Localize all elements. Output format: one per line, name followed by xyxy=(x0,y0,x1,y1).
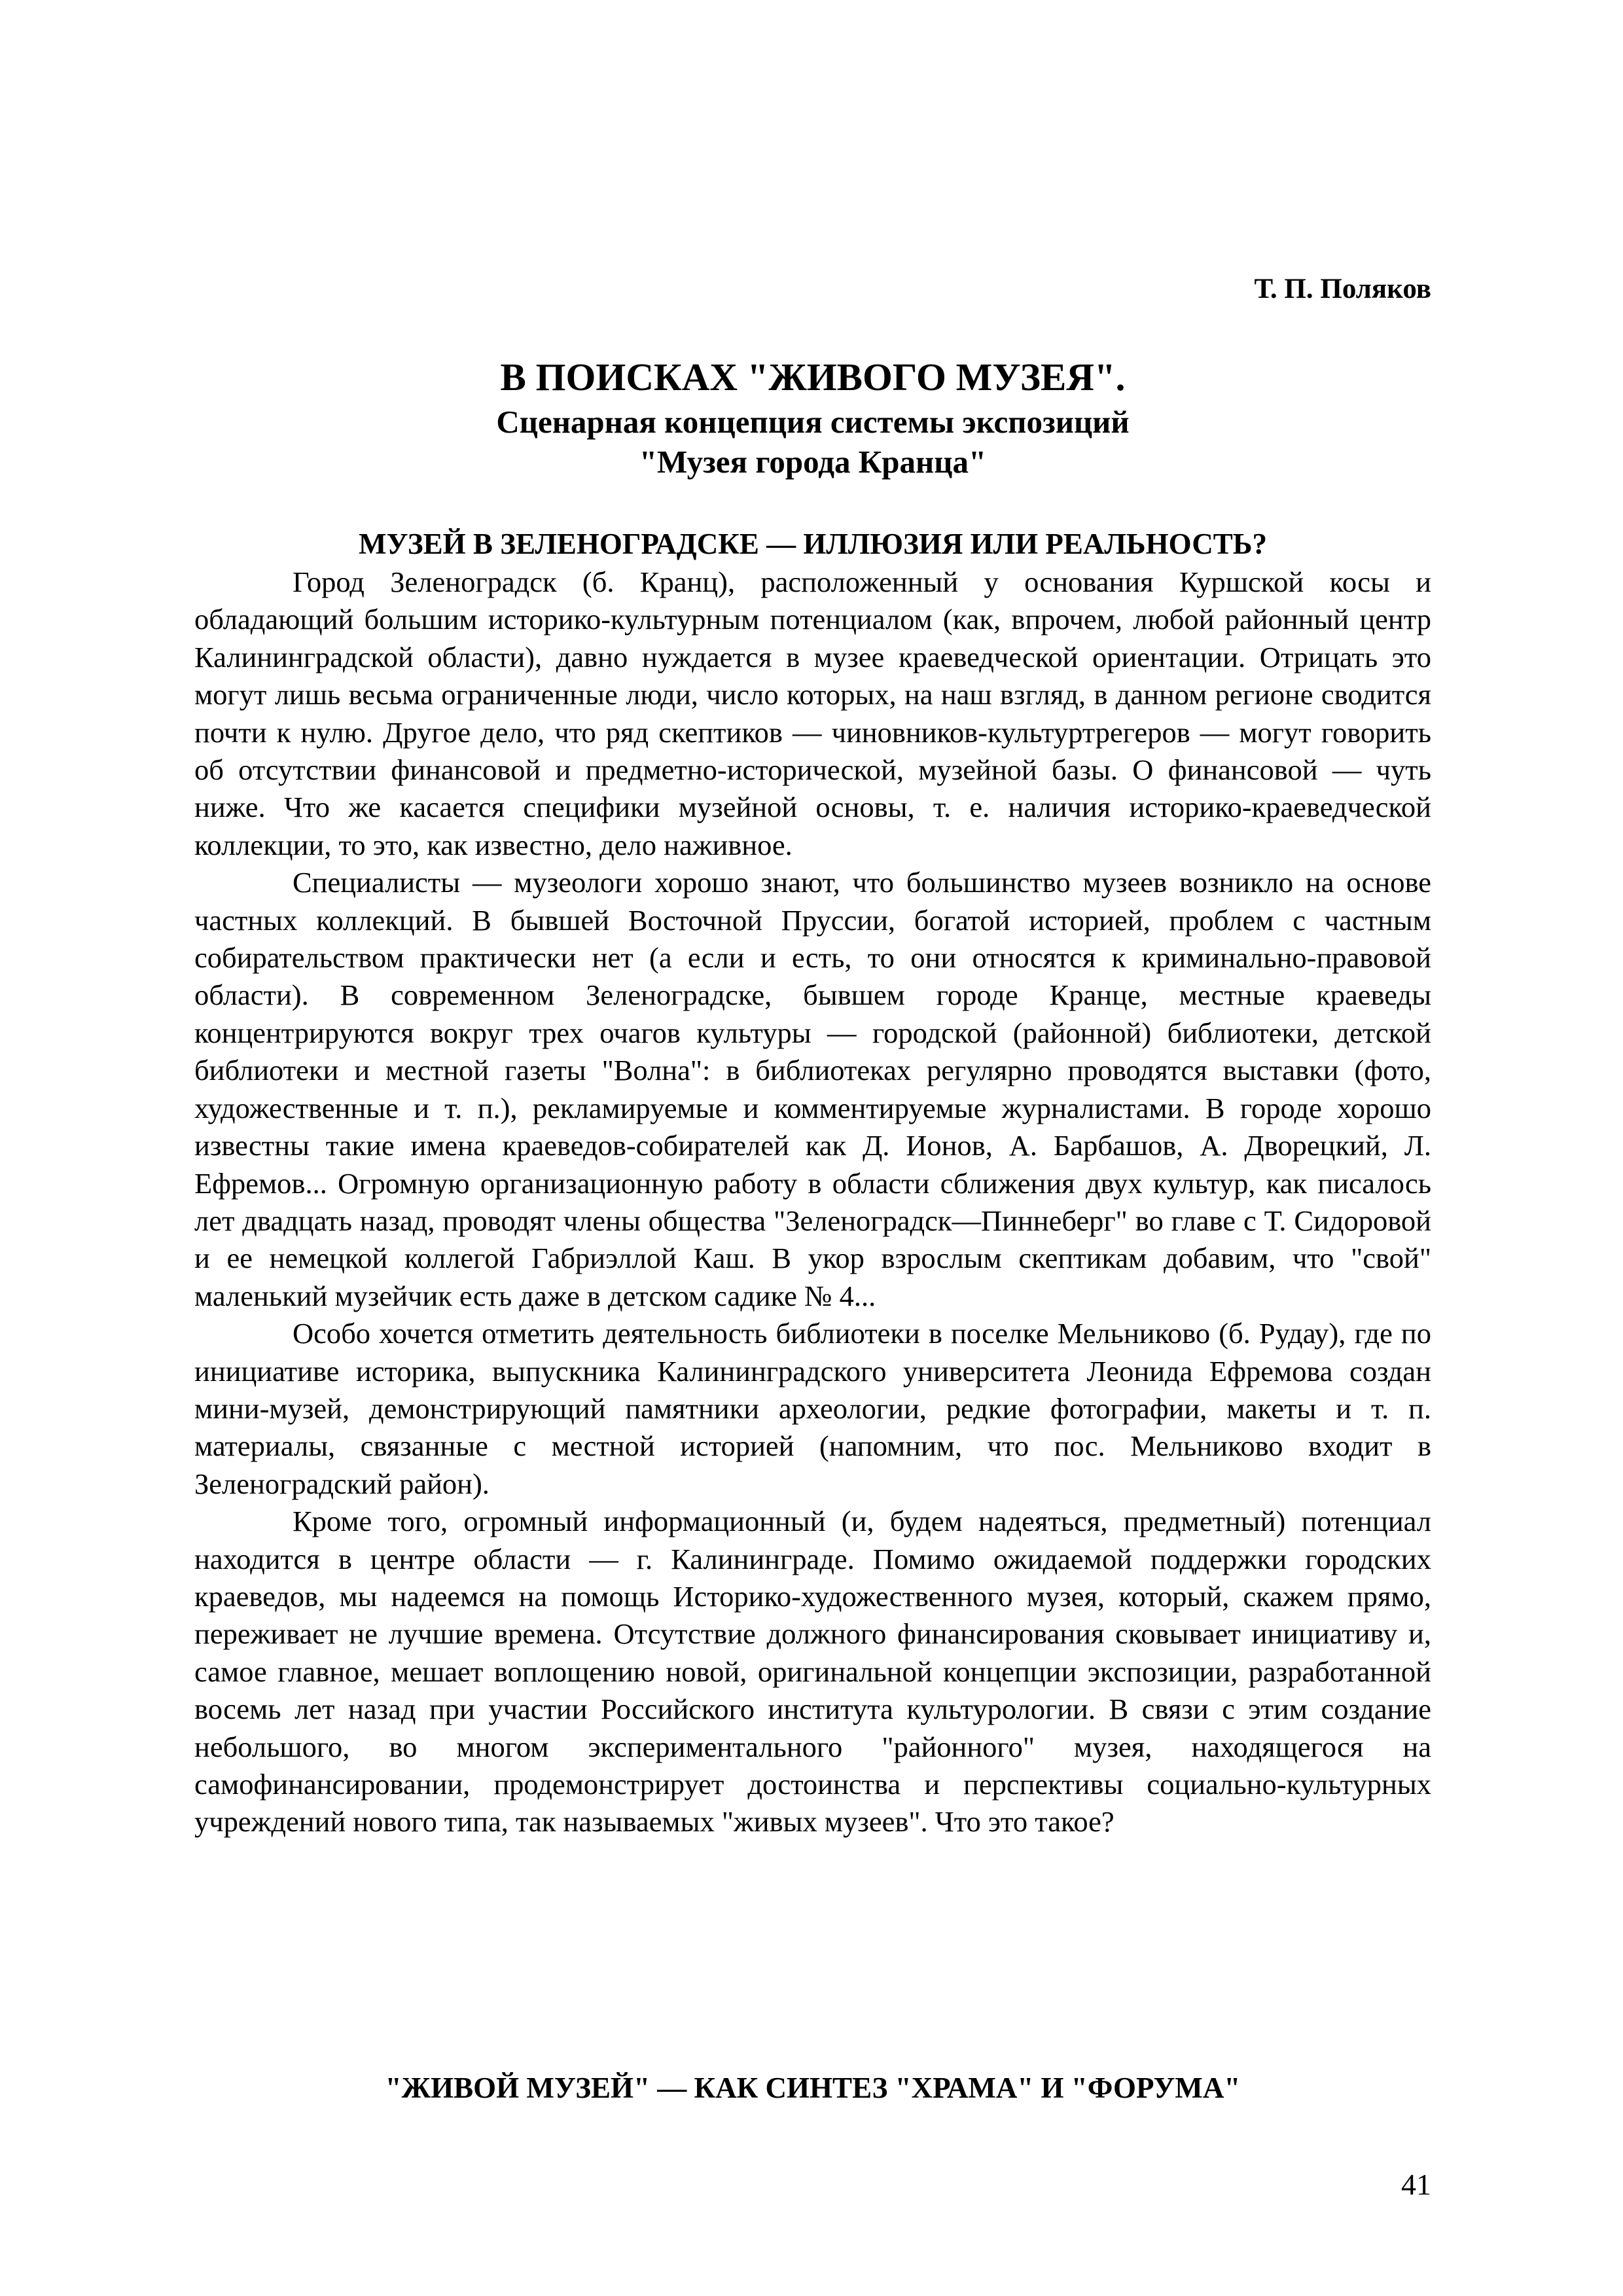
paragraph: Специалисты — музеологи хорошо знают, что большинство музеев возникло на основе частных коллекций. В бывшей Восточной Пруссии, богатой историей, проблем с частным собирательством практически нет (а если и есть, то они относятся к криминально-правовой области). В современном Зеленоградске, бывшем городе Кранце, местные краеведы концентрируются вокруг трех очагов культуры — городской (районной) библиотеки, детской библиотеки и местной газеты "Волна": в библиотеках регулярно проводятся выставки (фото, художественные и т. п.), рекламируемые и комментируемые журналистами. В городе хорошо известны такие имена краеведов-собирателей как Д. Ионов, А. Барбашов, А. Дворецкий, Л. Ефремов... Огромную организационную работу в области сближения двух культур, как писалось лет двадцать назад, проводят члены общества "Зеленоградск—Пиннеберг" во главе с Т. Сидоровой и ее немецкой коллегой Габриэллой Каш. В укор взрослым скептикам добавим, что "свой" маленький музейчик есть даже в детском садике № 4... xyxy=(194,866,1431,1312)
paragraph: Особо хочется отметить деятельность библиотеки в поселке Мельниково (б. Рудау), где по инициативе историка, выпускника Калининградского университета Леонида Ефремова создан мини-музей, демонстрирующий памятники археологии, редкие фотографии, макеты и т. п. материалы, связанные с местной историей (напомним, что пос. Мельниково входит в Зеленоградский район). xyxy=(194,1317,1431,1500)
article-subtitle-line-1: Сценарная концепция системы экспозиций xyxy=(496,404,1130,440)
author-name: Т. П. Поляков xyxy=(1254,274,1431,304)
article-title: В ПОИСКАХ "ЖИВОГО МУЗЕЯ". xyxy=(500,355,1126,399)
section-body xyxy=(194,564,1431,1841)
title-block xyxy=(194,352,1431,482)
paragraph: Кроме того, огромный информационный (и, будем надеяться, предметный) потенциал находится в центре области — г. Калининграде. Помимо ожидаемой поддержки городских краеведов, мы надеемся на помощь Историко-художественного музея, который, скажем прямо, переживает не лучшие времена. Отсутствие должного финансирования сковывает инициативу и, самое главное, мешает воплощению новой, оригинальной концепции экспозиции, разработанной восемь лет назад при участии Российского института культурологии. В связи с этим создание небольшого, во многом экспериментального "районного" музея, находящегося на самофинансировании, продемонстрирует достоинства и перспективы социально-культурных учреждений нового типа, так называемых "живых музеев". Что это такое? xyxy=(194,1505,1431,1839)
article-subtitle-line-2: "Музея города Кранца" xyxy=(639,444,987,480)
section-heading-museum-in-zelenogradsk: МУЗЕЙ В ЗЕЛЕНОГРАДСКЕ — ИЛЛЮЗИЯ ИЛИ РЕАЛЬНОСТЬ? xyxy=(359,528,1267,560)
paragraph: Город Зеленоградск (б. Кранц), расположенный у основания Куршской косы и обладающий большим историко-культурным потенциалом (как, впрочем, любой районный центр Калининградской области), давно нуждается в музее краеведческой ориентации. Отрицать это могут лишь весьма ограниченные люди, число которых, на наш взгляд, в данном регионе сводится почти к нулю. Другое дело, что ряд скептиков — чиновников-культуртрегеров — могут говорить об отсутствии финансовой и предметно-исторической, музейной базы. О финансовой — чуть ниже. Что же касается специфики музейной основы, т. е. наличия историко-краеведческой коллекции, то это, как известно, дело наживное. xyxy=(194,565,1431,861)
section-heading-living-museum: "ЖИВОЙ МУЗЕЙ" — КАК СИНТЕЗ "ХРАМА" И "ФОРУМА" xyxy=(385,2072,1241,2104)
document-page xyxy=(194,0,1431,2296)
page-number: 41 xyxy=(1401,2168,1431,2201)
